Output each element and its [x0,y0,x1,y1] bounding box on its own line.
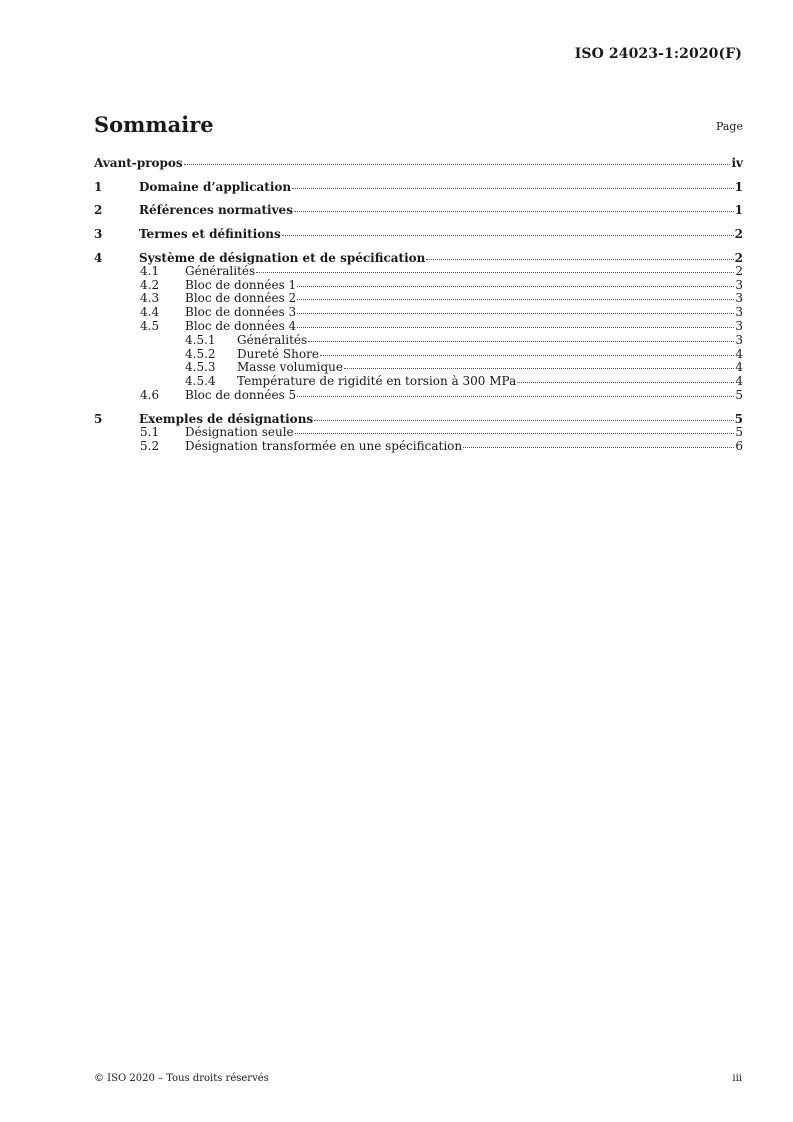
toc-entry[interactable] [94,375,743,389]
toc-entry[interactable] [94,227,743,241]
toc-leader-dots [426,258,733,260]
toc-entry-number: 5.2 [140,439,160,454]
toc-leader-dots [297,395,734,397]
toc-leader-dots [320,354,734,356]
toc-entry-page: iv [731,156,743,170]
toc-entry-label: Généralités [237,332,308,347]
toc-entry-label: Bloc de données 4 [185,318,297,333]
toc-entry[interactable] [94,389,743,403]
toc-entry-number: 4.5 [140,318,160,333]
table-of-contents [94,156,743,454]
toc-entry-page: 4 [735,374,743,389]
toc-entry-number: 4.6 [140,387,160,402]
toc-entry-number: 2 [94,203,103,218]
toc-leader-dots [294,210,734,212]
toc-entry[interactable] [94,180,743,194]
toc-entry-page: 4 [735,360,743,375]
toc-entry[interactable] [94,334,743,348]
toc-entry-label: Termes et définitions [139,227,281,242]
toc-entry-label: Bloc de données 1 [185,277,297,292]
toc-entry-label: Dureté Shore [237,346,319,361]
toc-entry-page: 3 [735,291,743,306]
toc-entry-page: 2 [734,227,743,242]
toc-entry-page: 3 [735,318,743,333]
toc-entry-label: Désignation transformée en une spécification [185,439,463,454]
toc-leader-dots [282,234,734,236]
toc-entry-page: 1 [734,179,743,194]
toc-entry-page: 2 [734,250,743,265]
toc-entry-page: 5 [734,412,743,427]
toc-entry[interactable] [94,320,743,334]
toc-entry[interactable] [94,203,743,217]
toc-entry-label: Désignation seule [185,425,294,440]
toc-entry-number: 4.2 [140,277,160,292]
toc-entry[interactable] [94,306,743,320]
toc-entry-page: 1 [734,203,743,218]
toc-entry-number: 5 [94,412,103,427]
toc-entry[interactable] [94,348,743,362]
toc-leader-dots [295,432,735,434]
standard-reference: ISO 24023-1:2020(F) [574,46,742,62]
toc-entry-number: 4.1 [140,263,160,278]
toc-entry[interactable] [94,156,743,170]
toc-leader-dots [297,312,734,314]
toc-leader-dots [308,340,734,342]
toc-entry-label: Généralités [185,263,256,278]
toc-entry[interactable] [94,361,743,375]
toc-entry-page: 2 [735,263,743,278]
toc-entry[interactable] [94,440,743,454]
toc-leader-dots [344,367,734,369]
toc-entry-page: 3 [735,277,743,292]
toc-entry-page: 3 [735,332,743,347]
toc-entry[interactable] [94,251,743,265]
toc-entry-number: 3 [94,227,103,242]
toc-entry-number: 4.5.3 [185,360,216,375]
toc-entry[interactable] [94,426,743,440]
toc-leader-dots [463,446,734,448]
footer-page-number: iii [732,1073,742,1084]
toc-leader-dots [297,326,734,328]
toc-entry-label: Références normatives [139,203,293,218]
toc-entry-label: Exemples de désignations [139,412,314,427]
toc-entry-page: 5 [735,425,743,440]
toc-leader-dots [297,298,734,300]
toc-entry-page: 3 [735,305,743,320]
toc-entry-number: 4.5.1 [185,332,216,347]
toc-leader-dots [184,163,731,165]
toc-entry[interactable] [94,279,743,293]
toc-leader-dots [517,381,734,383]
page-column-label: Page [715,120,743,133]
toc-entry-number: 4.4 [140,305,160,320]
toc-entry-number: 4.5.2 [185,346,216,361]
toc-entry-number: 5.1 [140,425,160,440]
toc-entry-label: Bloc de données 2 [185,291,297,306]
toc-entry-label: Avant-propos [94,156,183,170]
toc-entry-number: 1 [94,179,103,194]
toc-entry-page: 4 [735,346,743,361]
toc-entry[interactable] [94,265,743,279]
toc-entry[interactable] [94,292,743,306]
toc-entry-page: 5 [735,387,743,402]
toc-entry-label: Masse volumique [237,360,343,375]
toc-entry-label: Système de désignation et de spécification [139,250,426,265]
toc-entry[interactable] [94,412,743,426]
toc-entry-number: 4 [94,250,103,265]
toc-leader-dots [314,419,733,421]
toc-entry-label: Domaine d’application [139,179,292,194]
toc-entry-page: 6 [735,439,743,454]
toc-leader-dots [297,285,734,287]
toc-leader-dots [256,271,734,273]
toc-entry-label: Bloc de données 3 [185,305,297,320]
footer-copyright: © ISO 2020 – Tous droits réservés [94,1073,269,1084]
toc-entry-number: 4.3 [140,291,160,306]
toc-entry-label: Température de rigidité en torsion à 300 MPa [237,374,517,389]
toc-entry-label: Bloc de données 5 [185,387,297,402]
page-title: Sommaire [94,112,214,137]
toc-entry-number: 4.5.4 [185,374,216,389]
toc-leader-dots [292,187,734,189]
